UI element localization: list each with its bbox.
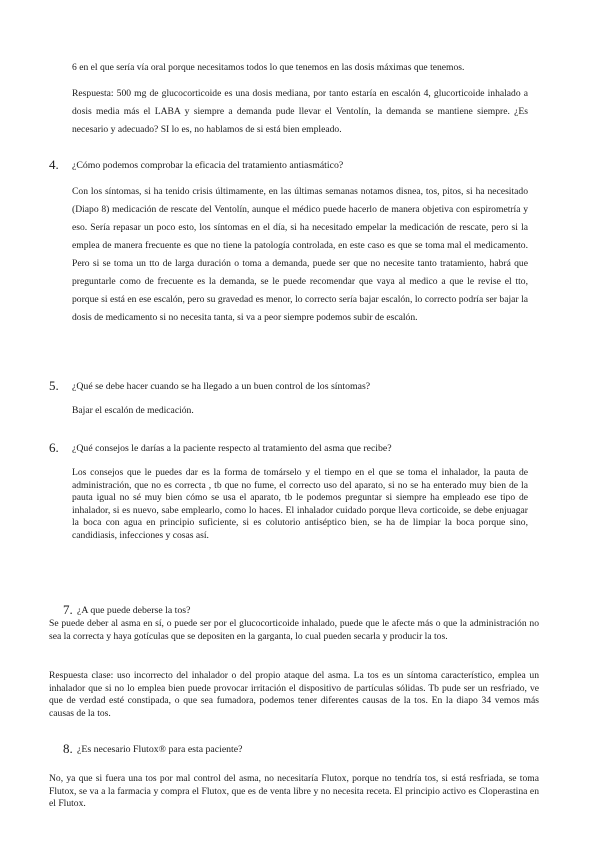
respuesta-clase-7: Respuesta clase: uso incorrecto del inhalador o del propio ataque del asma. La tos es un síntoma característico, emplea un inhalador que si no lo emplea bien puede provocar irritación el dispositivo de partículas sólidas. Tb pude ser un resfriado, ve que de verdad esté constipada, o que sea fumadora, podemos tener diferentes causas de la tos. En la diapo 34 vemos más causas de la tos. xyxy=(49,670,539,719)
question-number: 6. xyxy=(49,440,59,455)
intro-line: 6 en el que sería vía oral porque necesitamos todos lo que tenemos en las dosis máximas que tenemos. xyxy=(72,62,465,73)
question-text: ¿Qué se debe hacer cuando se ha llegado a un buen control de los síntomas? xyxy=(72,381,371,392)
answer-4: Con los síntomas, si ha tenido crisis últimamente, en las últimas semanas notamos disnea, tos, pitos, si ha necesitado (Diapo 8) medicación de rescate del Ventolín, aunque el médico puede hacerlo de manera objetiva con espirometría y eso. Sería repasar un poco esto, los síntomas en el día, si ha necesitado empelar la medicación de rescate, pero si la emplea de manera frecuente es que no tiene la patología controlada, en este caso es que se toma mal el medicamento. Pero si se toma un tto de larga duración o toma a demanda, puede ser que no necesite tanto tratamiento, habrá que preguntarle como de frecuente es la demanda, se le puede recomendar que vaya al medico a que le revise el tto, porque si está en ese escalón, pero su gravedad es menor, lo correcto sería bajar escalón, lo correcto podría ser bajar la dosis de medicamento si no necesita tanta, si va a peor siempre podemos subir de escalón. xyxy=(72,186,528,323)
question-number: 7. xyxy=(63,602,73,617)
answer-5: Bajar el escalón de medicación. xyxy=(72,405,194,416)
question-number: 8. xyxy=(63,741,73,756)
intro-respuesta: Respuesta: 500 mg de glucocorticoide es una dosis mediana, por tanto estaría en escalón 4, glucorticoide inhalado a dosis media más el LABA y siempre a demanda pude llevar el Ventolín, la demanda se mantiene siempre. ¿Es necesario y adecuado? SI lo es, no hablamos de si está bien empleado. xyxy=(72,88,528,135)
question-text: ¿A que puede deberse la tos? xyxy=(77,605,191,616)
question-number: 4. xyxy=(49,157,59,172)
question-number: 5. xyxy=(49,378,59,393)
answer-7: Se puede deber al asma en sí, o puede ser por el glucocorticoide inhalado, puede que le afecte más o que la administración no sea la correcta y haya gotículas que se depositen en la garganta, lo cual pueden secarla y producir la tos. xyxy=(49,618,539,642)
question-text: ¿Es necesario Flutox® para esta paciente? xyxy=(77,744,243,755)
question-text: ¿Cómo podemos comprobar la eficacia del tratamiento antiasmático? xyxy=(72,160,344,171)
answer-8: No, ya que si fuera una tos por mal control del asma, no necesitaría Flutox, porque no tendría tos, si está resfriada, se toma Flutox, se va a la farmacia y compra el Flutox, que es de venta libre y no necesita receta. El principio activo es Cloperastina en el Flutox. xyxy=(49,773,539,809)
question-text: ¿Qué consejos le darías a la paciente respecto al tratamiento del asma que recibe? xyxy=(72,443,392,454)
answer-6: Los consejos que le puedes dar es la forma de tomárselo y el tiempo en el que se toma el inhalador, la pauta de administración, que no es correcta , tb que no fume, el correcto uso del aparato, si no se ha enterado muy bien de la pauta igual no sé muy bien cómo se usa el aparato, tb le podemos preguntar si siempre ha empleado ese tipo de inhalador, si es nuevo, sabe emplearlo, como lo haces. El inhalador cuidado porque lleva corticoide, se debe enjuagar la boca con agua en principio suficiente, si es colutorio antiséptico bien, se ha de limpiar la boca porque sino, candidiasis, infecciones y cosas así. xyxy=(72,467,528,541)
